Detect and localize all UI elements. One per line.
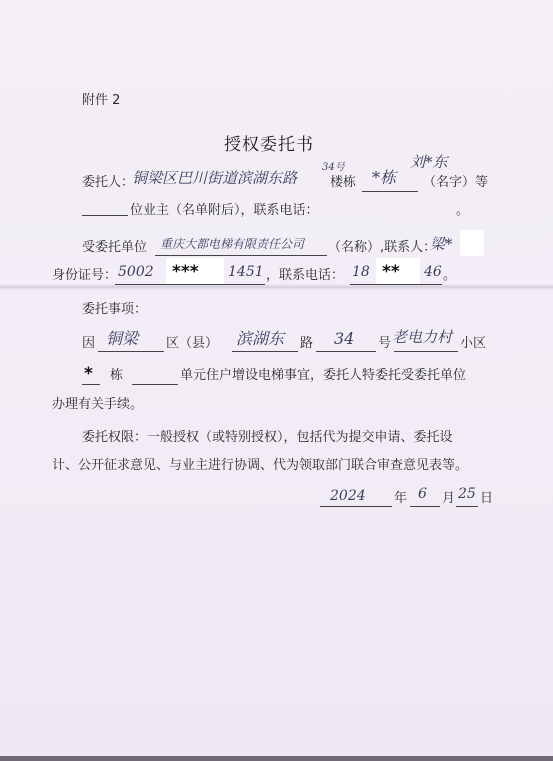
principal-handwritten: 铜梁区巴川街道滨湖东路: [132, 169, 298, 187]
redaction-box: [460, 230, 484, 256]
district-underline: [98, 351, 164, 352]
id-underline: [115, 284, 265, 285]
agent-unit-handwritten: 重庆大都电梯有限责任公司: [160, 237, 305, 251]
matters-line2: 单元住户增设电梯事宜，委托人特委托受委托单位: [180, 368, 467, 383]
building-unit-label: 栋: [110, 368, 124, 383]
contact-handwritten: 梁*: [430, 235, 453, 253]
owner-label: 位业主（名单附后），联系电话：: [130, 203, 319, 218]
authority-line2: 计、公开征求意见、与业主进行协调、代为领取部门联合审查意见表等。: [52, 458, 469, 473]
year-underline: [320, 506, 392, 507]
phone-label: ，联系电话：: [266, 268, 345, 283]
para2-end-mark: 。: [443, 268, 457, 283]
id-end-handwritten: 1451: [228, 264, 264, 280]
day-underline: [456, 506, 478, 507]
phone-end-handwritten: 46: [424, 264, 442, 280]
road-handwritten: 滨湖东: [236, 329, 285, 348]
matters-line3: 办理有关手续。: [52, 397, 144, 412]
district-handwritten: 铜梁: [106, 329, 139, 348]
community-underline: [394, 351, 458, 352]
road-label: 路: [300, 336, 314, 351]
year-handwritten: 2024: [330, 488, 366, 504]
owner-count-underline: [82, 215, 128, 216]
matters-prefix: 因: [82, 336, 96, 351]
principal-label: 委托人：: [82, 175, 135, 190]
community-label: 小区: [460, 336, 487, 351]
community-handwritten: 老电力村: [392, 328, 453, 346]
number-underline: [316, 351, 376, 352]
document-title: 授权委托书: [224, 135, 314, 155]
agent-unit-label: 受委托单位: [82, 240, 148, 255]
building-mask-underline: [82, 384, 100, 385]
id-mask: ***: [172, 262, 199, 282]
matters-label: 委托事项：: [82, 302, 148, 317]
day-label: 日: [480, 491, 494, 506]
name-handwritten: 刘*东: [410, 153, 448, 171]
number-handwritten: 34: [334, 329, 355, 348]
year-label: 年: [394, 491, 408, 506]
number-label: 号: [378, 336, 392, 351]
agent-unit-underline: [155, 255, 327, 256]
paper-fold-line: [0, 284, 553, 290]
district-label: 区（县）: [166, 336, 219, 351]
name-contact-label: （名称）,联系人：: [328, 240, 437, 255]
id-label: 身份证号：: [52, 268, 118, 283]
road-underline: [232, 351, 298, 352]
day-handwritten: 25: [458, 486, 476, 502]
unit-underline: [132, 384, 178, 385]
building-number-handwritten: 34号: [322, 162, 345, 173]
name-label: （名字）等: [423, 175, 489, 190]
phone-start-handwritten: 18: [352, 264, 370, 280]
building-underline: [362, 191, 418, 192]
attachment-label: 附件 2: [82, 93, 121, 108]
id-start-handwritten: 5002: [118, 264, 154, 280]
month-underline: [410, 506, 440, 507]
building-mask: *: [84, 364, 93, 384]
phone-underline: [350, 284, 442, 285]
month-handwritten: 6: [418, 486, 427, 502]
building-handwritten: *栋: [372, 168, 397, 187]
month-label: 月: [442, 491, 456, 506]
authority-line1: 委托权限：一般授权（或特别授权），包括代为提交申请、委托设: [82, 430, 453, 445]
scan-bottom-edge: [0, 756, 553, 761]
building-label: 楼栋: [330, 175, 357, 190]
para1-end-mark: 。: [456, 203, 470, 218]
phone-mask: **: [382, 262, 400, 282]
